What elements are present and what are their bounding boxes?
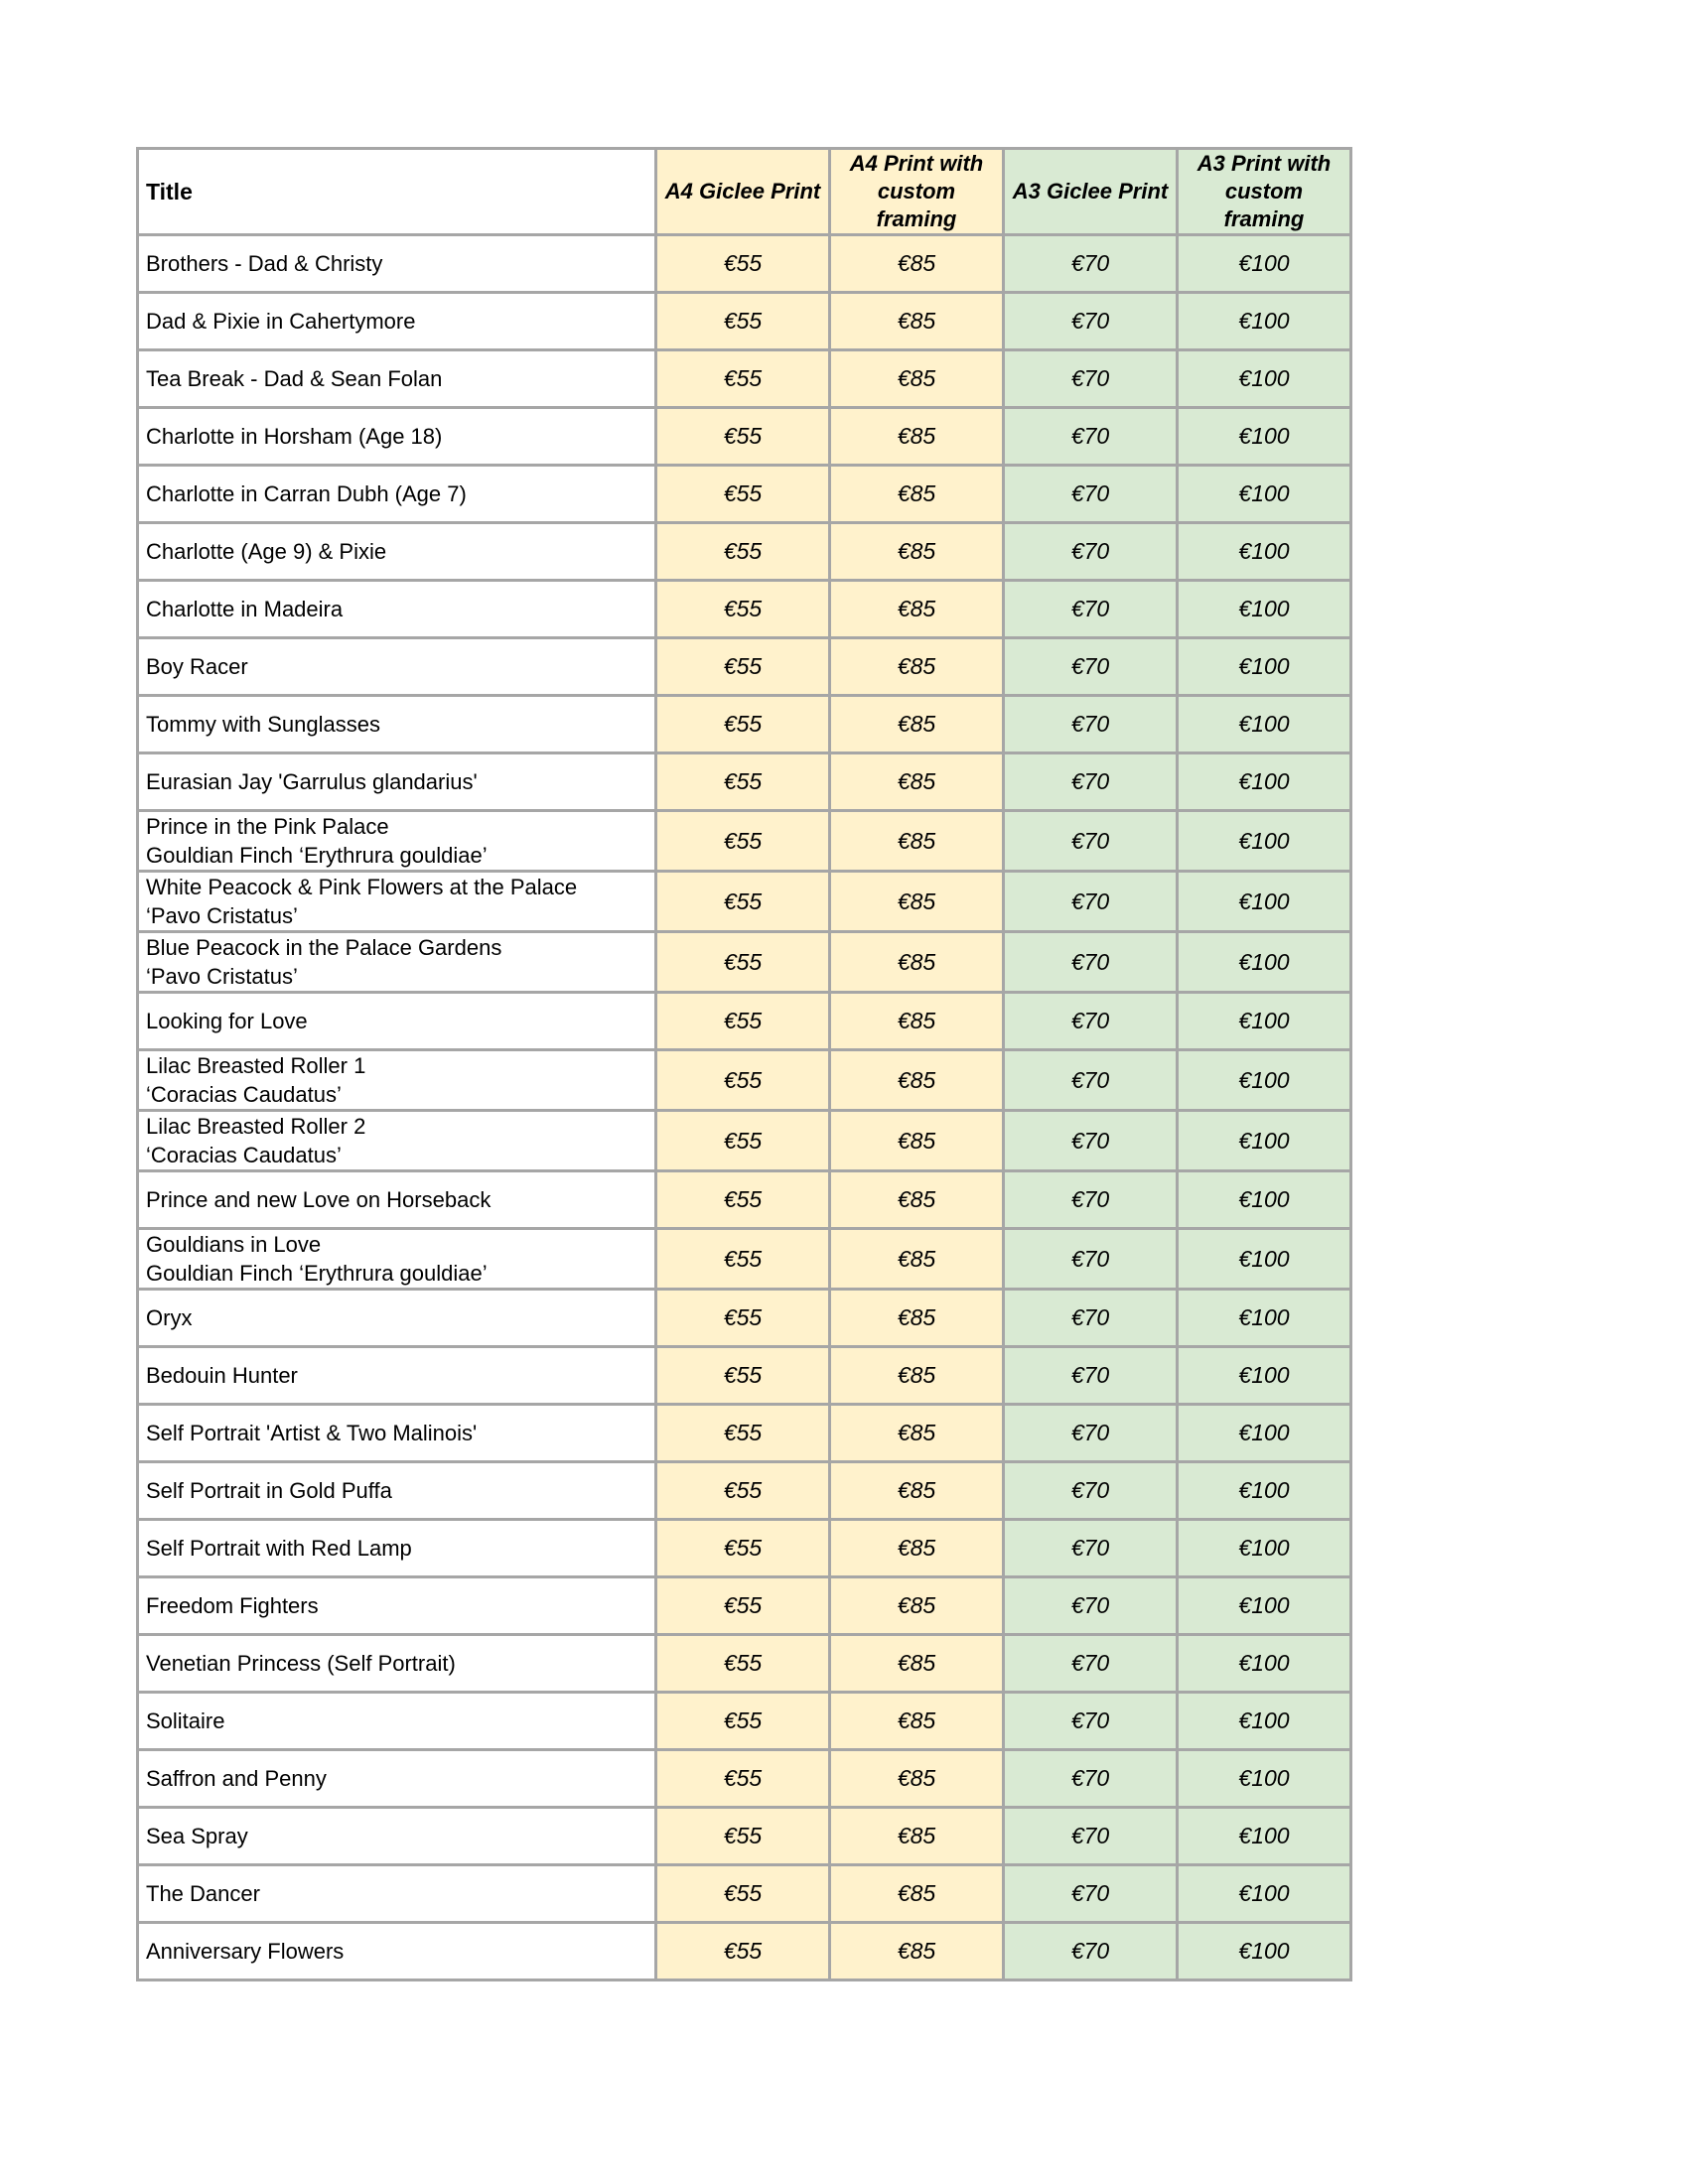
cell-a4-framed: €85 xyxy=(830,696,1004,753)
table-row xyxy=(138,1405,1351,1462)
cell-a4-framed: €85 xyxy=(830,1865,1004,1923)
cell-a3-giclee: €70 xyxy=(1004,1750,1178,1808)
cell-a3-giclee: €70 xyxy=(1004,1520,1178,1577)
cell-a4-framed: €85 xyxy=(830,1808,1004,1865)
cell-a3-giclee: €70 xyxy=(1004,993,1178,1050)
cell-title xyxy=(138,1520,656,1577)
cell-title xyxy=(138,1290,656,1347)
artwork-title: Charlotte in Madeira xyxy=(146,597,344,621)
cell-a3-giclee: €70 xyxy=(1004,638,1178,696)
cell-a3-giclee: €70 xyxy=(1004,1347,1178,1405)
cell-title xyxy=(138,872,656,932)
cell-a4-giclee: €55 xyxy=(656,1462,830,1520)
cell-title xyxy=(138,466,656,523)
cell-a4-giclee: €55 xyxy=(656,1171,830,1229)
table-row xyxy=(138,1520,1351,1577)
cell-a3-giclee: €70 xyxy=(1004,1171,1178,1229)
cell-a4-giclee: €55 xyxy=(656,1520,830,1577)
cell-title xyxy=(138,1050,656,1111)
cell-a3-giclee: €70 xyxy=(1004,1577,1178,1635)
cell-a4-giclee: €55 xyxy=(656,1290,830,1347)
artwork-title: Oryx xyxy=(146,1305,193,1330)
artwork-title: Solitaire xyxy=(146,1708,225,1733)
cell-a3-framed: €100 xyxy=(1178,811,1351,872)
cell-a3-giclee: €70 xyxy=(1004,1693,1178,1750)
cell-a3-giclee: €70 xyxy=(1004,581,1178,638)
cell-a4-framed: €85 xyxy=(830,1520,1004,1577)
cell-a4-framed: €85 xyxy=(830,993,1004,1050)
table-row xyxy=(138,1693,1351,1750)
cell-a3-giclee: €70 xyxy=(1004,696,1178,753)
artwork-title: Dad & Pixie in Cahertymore xyxy=(146,309,416,334)
table-row xyxy=(138,350,1351,408)
cell-a3-giclee: €70 xyxy=(1004,350,1178,408)
cell-a3-giclee: €70 xyxy=(1004,466,1178,523)
cell-title xyxy=(138,993,656,1050)
cell-a4-framed: €85 xyxy=(830,1693,1004,1750)
cell-a3-giclee: €70 xyxy=(1004,523,1178,581)
cell-a4-giclee: €55 xyxy=(656,1405,830,1462)
artwork-title: Charlotte in Carran Dubh (Age 7) xyxy=(146,481,467,506)
cell-a4-framed: €85 xyxy=(830,1171,1004,1229)
cell-a4-framed: €85 xyxy=(830,293,1004,350)
cell-a4-giclee: €55 xyxy=(656,811,830,872)
artwork-title: Anniversary Flowers xyxy=(146,1939,345,1964)
cell-a3-framed: €100 xyxy=(1178,1111,1351,1171)
cell-a4-giclee: €55 xyxy=(656,466,830,523)
table-row xyxy=(138,1290,1351,1347)
table-row xyxy=(138,638,1351,696)
cell-a3-framed: €100 xyxy=(1178,696,1351,753)
cell-a3-framed: €100 xyxy=(1178,1923,1351,1980)
cell-a3-giclee: €70 xyxy=(1004,1111,1178,1171)
cell-title xyxy=(138,753,656,811)
artwork-title: Saffron and Penny xyxy=(146,1766,327,1791)
cell-a3-framed: €100 xyxy=(1178,350,1351,408)
artwork-subtitle: ‘Pavo Cristatus’ xyxy=(146,964,298,989)
cell-a4-framed: €85 xyxy=(830,581,1004,638)
cell-a4-giclee: €55 xyxy=(656,1577,830,1635)
table-body xyxy=(138,235,1351,1980)
cell-a4-framed: €85 xyxy=(830,1750,1004,1808)
header-a3-giclee: A3 Giclee Print xyxy=(1004,149,1178,235)
cell-a3-framed: €100 xyxy=(1178,1405,1351,1462)
cell-a4-giclee: €55 xyxy=(656,1808,830,1865)
cell-a3-framed: €100 xyxy=(1178,235,1351,293)
cell-a4-framed: €85 xyxy=(830,811,1004,872)
cell-a4-framed: €85 xyxy=(830,408,1004,466)
cell-a3-giclee: €70 xyxy=(1004,932,1178,993)
cell-title xyxy=(138,1171,656,1229)
cell-title xyxy=(138,1865,656,1923)
artwork-title: Freedom Fighters xyxy=(146,1593,319,1618)
artwork-title: Lilac Breasted Roller 2 xyxy=(146,1114,366,1139)
cell-a4-framed: €85 xyxy=(830,350,1004,408)
table-row xyxy=(138,581,1351,638)
cell-a3-giclee: €70 xyxy=(1004,1229,1178,1290)
cell-a4-framed: €85 xyxy=(830,523,1004,581)
cell-a4-giclee: €55 xyxy=(656,581,830,638)
cell-a3-framed: €100 xyxy=(1178,1462,1351,1520)
header-a4-framed: A4 Print with custom framing xyxy=(830,149,1004,235)
table-row xyxy=(138,1865,1351,1923)
cell-a4-framed: €85 xyxy=(830,1577,1004,1635)
artwork-title: Looking for Love xyxy=(146,1009,308,1033)
cell-a4-giclee: €55 xyxy=(656,872,830,932)
cell-a3-framed: €100 xyxy=(1178,581,1351,638)
table-row xyxy=(138,1229,1351,1290)
cell-a3-framed: €100 xyxy=(1178,753,1351,811)
cell-a3-giclee: €70 xyxy=(1004,1923,1178,1980)
cell-title xyxy=(138,696,656,753)
cell-a4-giclee: €55 xyxy=(656,408,830,466)
table-row xyxy=(138,993,1351,1050)
cell-a4-giclee: €55 xyxy=(656,1923,830,1980)
table-row xyxy=(138,1111,1351,1171)
cell-a3-framed: €100 xyxy=(1178,1520,1351,1577)
cell-a4-framed: €85 xyxy=(830,1050,1004,1111)
table-row xyxy=(138,1923,1351,1980)
artwork-subtitle: Gouldian Finch ‘Erythrura gouldiae’ xyxy=(146,843,488,868)
cell-a3-framed: €100 xyxy=(1178,1635,1351,1693)
cell-a4-giclee: €55 xyxy=(656,1865,830,1923)
cell-a3-framed: €100 xyxy=(1178,872,1351,932)
cell-a3-framed: €100 xyxy=(1178,1865,1351,1923)
cell-title xyxy=(138,1635,656,1693)
cell-a3-framed: €100 xyxy=(1178,932,1351,993)
cell-a3-framed: €100 xyxy=(1178,1290,1351,1347)
cell-a3-framed: €100 xyxy=(1178,1171,1351,1229)
cell-a4-giclee: €55 xyxy=(656,1111,830,1171)
cell-title xyxy=(138,581,656,638)
cell-a4-framed: €85 xyxy=(830,932,1004,993)
cell-title xyxy=(138,811,656,872)
cell-a4-giclee: €55 xyxy=(656,638,830,696)
artwork-title: Tea Break - Dad & Sean Folan xyxy=(146,366,443,391)
table-row xyxy=(138,1577,1351,1635)
cell-a3-giclee: €70 xyxy=(1004,811,1178,872)
header-title: Title xyxy=(138,149,656,235)
cell-a3-giclee: €70 xyxy=(1004,235,1178,293)
cell-a3-giclee: €70 xyxy=(1004,1405,1178,1462)
cell-a4-framed: €85 xyxy=(830,1229,1004,1290)
artwork-subtitle: ‘Coracias Caudatus’ xyxy=(146,1143,342,1167)
cell-a4-framed: €85 xyxy=(830,872,1004,932)
cell-title xyxy=(138,932,656,993)
cell-title xyxy=(138,638,656,696)
cell-title xyxy=(138,350,656,408)
table-row xyxy=(138,932,1351,993)
artwork-title: Tommy with Sunglasses xyxy=(146,712,380,737)
artwork-title: Sea Spray xyxy=(146,1824,248,1848)
cell-a4-giclee: €55 xyxy=(656,1229,830,1290)
artwork-title: Eurasian Jay 'Garrulus glandarius' xyxy=(146,769,478,794)
cell-a3-framed: €100 xyxy=(1178,1347,1351,1405)
cell-a4-giclee: €55 xyxy=(656,235,830,293)
artwork-subtitle: ‘Coracias Caudatus’ xyxy=(146,1082,342,1107)
cell-a4-giclee: €55 xyxy=(656,523,830,581)
artwork-title: Prince in the Pink Palace xyxy=(146,814,389,839)
cell-a4-framed: €85 xyxy=(830,1290,1004,1347)
header-a3-framed: A3 Print with custom framing xyxy=(1178,149,1351,235)
cell-title xyxy=(138,1347,656,1405)
table-row xyxy=(138,1171,1351,1229)
cell-a3-framed: €100 xyxy=(1178,293,1351,350)
artwork-title: Charlotte (Age 9) & Pixie xyxy=(146,539,387,564)
table-row xyxy=(138,1808,1351,1865)
cell-a3-framed: €100 xyxy=(1178,638,1351,696)
cell-a4-giclee: €55 xyxy=(656,753,830,811)
cell-a4-framed: €85 xyxy=(830,1347,1004,1405)
cell-a4-giclee: €55 xyxy=(656,1347,830,1405)
table-row xyxy=(138,753,1351,811)
cell-a3-framed: €100 xyxy=(1178,1693,1351,1750)
artwork-title: Self Portrait 'Artist & Two Malinois' xyxy=(146,1421,478,1445)
cell-title xyxy=(138,1111,656,1171)
cell-a4-framed: €85 xyxy=(830,466,1004,523)
table-row xyxy=(138,466,1351,523)
cell-a4-giclee: €55 xyxy=(656,1050,830,1111)
cell-title xyxy=(138,235,656,293)
cell-a4-giclee: €55 xyxy=(656,993,830,1050)
cell-a3-giclee: €70 xyxy=(1004,1865,1178,1923)
cell-a3-framed: €100 xyxy=(1178,1577,1351,1635)
artwork-subtitle: Gouldian Finch ‘Erythrura gouldiae’ xyxy=(146,1261,488,1286)
cell-a4-giclee: €55 xyxy=(656,293,830,350)
cell-a3-giclee: €70 xyxy=(1004,1808,1178,1865)
artwork-title: Boy Racer xyxy=(146,654,248,679)
cell-a3-framed: €100 xyxy=(1178,523,1351,581)
artwork-title: Bedouin Hunter xyxy=(146,1363,298,1388)
table-row xyxy=(138,523,1351,581)
cell-title xyxy=(138,1808,656,1865)
cell-title xyxy=(138,293,656,350)
cell-title xyxy=(138,523,656,581)
cell-a3-framed: €100 xyxy=(1178,466,1351,523)
table-row xyxy=(138,811,1351,872)
artwork-title: Venetian Princess (Self Portrait) xyxy=(146,1651,456,1676)
cell-a4-giclee: €55 xyxy=(656,350,830,408)
artwork-title: White Peacock & Pink Flowers at the Palace xyxy=(146,875,578,899)
table-row xyxy=(138,872,1351,932)
cell-a3-giclee: €70 xyxy=(1004,1050,1178,1111)
artwork-title: Self Portrait in Gold Puffa xyxy=(146,1478,392,1503)
cell-a4-framed: €85 xyxy=(830,1111,1004,1171)
table-row xyxy=(138,408,1351,466)
cell-a3-giclee: €70 xyxy=(1004,1635,1178,1693)
table-row xyxy=(138,1462,1351,1520)
cell-a4-framed: €85 xyxy=(830,1405,1004,1462)
cell-a3-framed: €100 xyxy=(1178,1808,1351,1865)
cell-title xyxy=(138,1750,656,1808)
cell-a3-giclee: €70 xyxy=(1004,1290,1178,1347)
table-row xyxy=(138,1635,1351,1693)
cell-a3-giclee: €70 xyxy=(1004,872,1178,932)
artwork-title: Blue Peacock in the Palace Gardens xyxy=(146,935,502,960)
cell-a3-giclee: €70 xyxy=(1004,753,1178,811)
cell-a3-framed: €100 xyxy=(1178,408,1351,466)
cell-a4-framed: €85 xyxy=(830,1635,1004,1693)
cell-title xyxy=(138,1923,656,1980)
cell-a4-giclee: €55 xyxy=(656,1750,830,1808)
cell-a4-giclee: €55 xyxy=(656,1693,830,1750)
artwork-title: The Dancer xyxy=(146,1881,260,1906)
cell-a3-framed: €100 xyxy=(1178,1750,1351,1808)
artwork-title: Lilac Breasted Roller 1 xyxy=(146,1053,366,1078)
cell-a4-giclee: €55 xyxy=(656,1635,830,1693)
cell-a3-framed: €100 xyxy=(1178,1229,1351,1290)
cell-a3-giclee: €70 xyxy=(1004,293,1178,350)
cell-a4-giclee: €55 xyxy=(656,696,830,753)
artwork-title: Brothers - Dad & Christy xyxy=(146,251,383,276)
cell-title xyxy=(138,1577,656,1635)
cell-a4-framed: €85 xyxy=(830,638,1004,696)
cell-a3-giclee: €70 xyxy=(1004,408,1178,466)
table-row xyxy=(138,1050,1351,1111)
cell-a4-framed: €85 xyxy=(830,753,1004,811)
table-row xyxy=(138,696,1351,753)
table-row xyxy=(138,235,1351,293)
cell-a3-framed: €100 xyxy=(1178,993,1351,1050)
cell-title xyxy=(138,1693,656,1750)
header-row xyxy=(138,149,1351,235)
artwork-title: Gouldians in Love xyxy=(146,1232,322,1257)
artwork-subtitle: ‘Pavo Cristatus’ xyxy=(146,903,298,928)
cell-a3-giclee: €70 xyxy=(1004,1462,1178,1520)
artwork-title: Prince and new Love on Horseback xyxy=(146,1187,492,1212)
cell-title xyxy=(138,1405,656,1462)
cell-a4-framed: €85 xyxy=(830,235,1004,293)
header-a4-giclee: A4 Giclee Print xyxy=(656,149,830,235)
cell-a4-framed: €85 xyxy=(830,1462,1004,1520)
cell-title xyxy=(138,1462,656,1520)
table-row xyxy=(138,1750,1351,1808)
artwork-title: Charlotte in Horsham (Age 18) xyxy=(146,424,443,449)
cell-title xyxy=(138,408,656,466)
cell-a4-framed: €85 xyxy=(830,1923,1004,1980)
table-row xyxy=(138,1347,1351,1405)
table-row xyxy=(138,293,1351,350)
price-table xyxy=(136,147,1352,1981)
cell-a4-giclee: €55 xyxy=(656,932,830,993)
cell-title xyxy=(138,1229,656,1290)
cell-a3-framed: €100 xyxy=(1178,1050,1351,1111)
artwork-title: Self Portrait with Red Lamp xyxy=(146,1536,412,1561)
